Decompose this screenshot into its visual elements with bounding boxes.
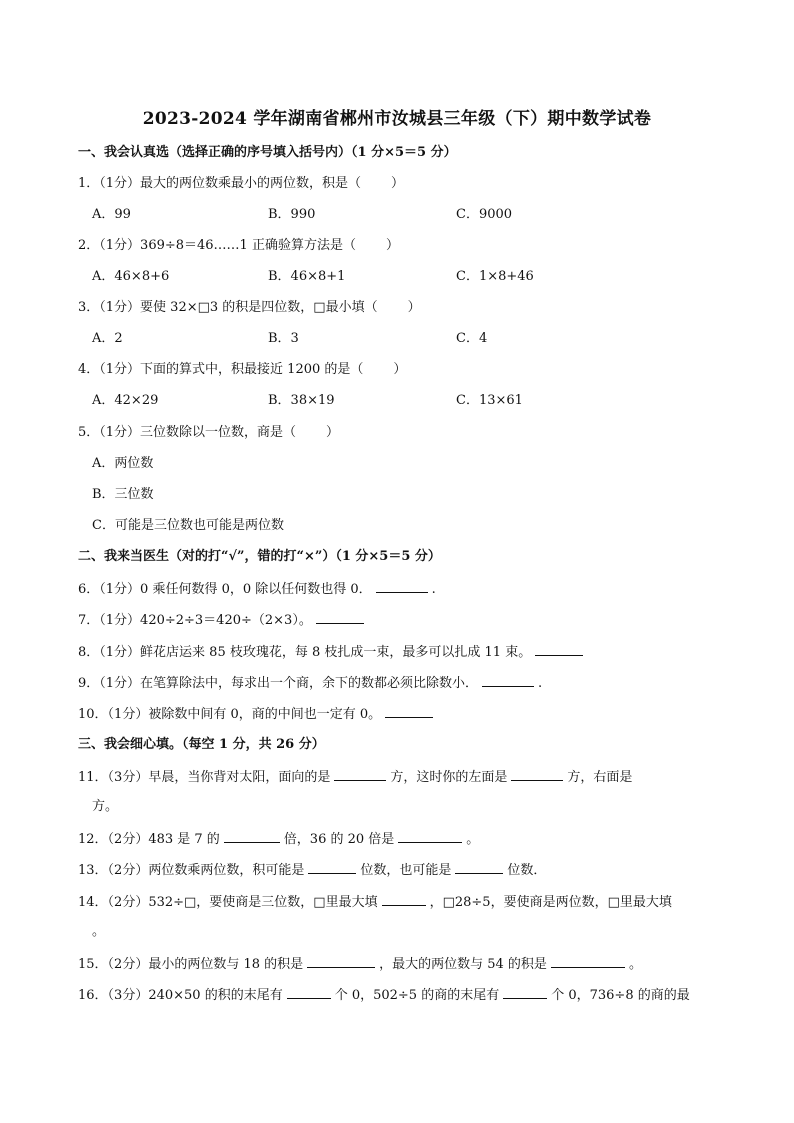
option-c: C．13×61: [456, 393, 523, 408]
answer-blank[interactable]: [382, 892, 426, 906]
question-text: 13．（2分）两位数乘两位数，积可能是: [78, 863, 305, 878]
paren-close: ）: [391, 176, 405, 191]
question-end: .: [431, 582, 436, 597]
question-text: 6．（1分）0 乘任何数得 0，0 除以任何数也得 0．: [78, 582, 372, 597]
question-8: [78, 642, 587, 662]
page-title: 2023-2024 学年湖南省郴州市汝城县三年级（下）期中数学试卷: [142, 109, 652, 129]
section-heading-choice: 一、我会认真选（选择正确的序号填入括号内）（1 分×5＝5 分）: [78, 145, 457, 160]
question-text: 方，右面是: [567, 770, 633, 785]
option-c: C．1×8+46: [456, 269, 534, 284]
question-4: [78, 361, 406, 379]
question-stem: 2．（1分）369÷8＝46……1 正确验算方法是（: [78, 238, 356, 253]
question-text: 方。: [92, 799, 119, 814]
question-3: [78, 299, 421, 317]
answer-blank[interactable]: [455, 860, 503, 874]
paren-close: ）: [385, 238, 399, 253]
option-a: A．46×8+6: [92, 269, 170, 284]
question-11: [78, 767, 632, 787]
paren-close: ）: [393, 362, 407, 377]
question-2: [78, 237, 399, 255]
question-text: 15．（2分）最小的两位数与 18 的积是: [78, 957, 304, 972]
answer-blank[interactable]: [503, 985, 547, 999]
question-14-continued: [92, 923, 105, 941]
answer-blank[interactable]: [482, 673, 534, 687]
question-text: 倍，36 的 20 倍是: [283, 832, 395, 847]
question-text: 。: [628, 957, 642, 972]
question-11-continued: [92, 798, 118, 816]
question-6: [78, 579, 436, 599]
question-12: [78, 829, 479, 849]
question-1: [78, 175, 404, 193]
question-13: [78, 860, 546, 880]
question-stem: 5．（1分）三位数除以一位数，商是（: [78, 425, 297, 440]
question-text: ，□28÷5，要使商是两位数，□里最大填: [429, 895, 672, 910]
question-stem: 1．（1分）最大的两位数乘最小的两位数，积是（: [78, 176, 362, 191]
question-text: 10．（1分）被除数中间有 0，商的中间也一定有 0。: [78, 707, 382, 722]
option-c: C．可能是三位数也可能是两位数: [92, 518, 284, 533]
option-c: C．9000: [456, 207, 513, 222]
option-b: B．38×19: [268, 393, 335, 408]
question-text: 12．（2分）483 是 7 的: [78, 832, 220, 847]
answer-blank[interactable]: [334, 767, 386, 781]
answer-blank[interactable]: [376, 579, 428, 593]
section-heading-true-false: 二、我来当医生（对的打“√”，错的打“×”）（1 分×5＝5 分）: [78, 549, 441, 564]
option-b: B．46×8+1: [268, 269, 346, 284]
option-a: A．42×29: [92, 393, 159, 408]
answer-blank[interactable]: [551, 954, 625, 968]
question-text: 个 0，736÷8 的商的最: [551, 988, 690, 1003]
question-text: 8．（1分）鲜花店运来 85 枝玫瑰花，每 8 枝扎成一束，最多可以扎成 11 束。: [78, 645, 532, 660]
question-text: 个 0，502÷5 的商的末尾有: [334, 988, 500, 1003]
answer-blank[interactable]: [316, 610, 364, 624]
answer-blank[interactable]: [308, 860, 356, 874]
question-text: 9．（1分）在笔算除法中，每求出一个商，余下的数都必须比除数小．: [78, 676, 479, 691]
question-5: [78, 424, 339, 442]
section-heading-fill-in: 三、我会细心填。（每空 1 分，共 26 分）: [78, 737, 325, 752]
answer-blank[interactable]: [511, 767, 563, 781]
answer-blank[interactable]: [307, 954, 375, 968]
option-a: A．两位数: [92, 456, 154, 471]
question-text: 位数，也可能是: [360, 863, 452, 878]
option-a: A．2: [92, 331, 123, 346]
option-a: A．99: [92, 207, 131, 222]
question-text: ，最大的两位数与 54 的积是: [379, 957, 547, 972]
question-14: [78, 892, 672, 912]
question-10: [78, 704, 437, 724]
question-16: [78, 985, 690, 1005]
question-text: 7．（1分）420÷2÷3＝420÷（2×3）。: [78, 613, 312, 628]
answer-blank[interactable]: [385, 704, 433, 718]
option-b: B．3: [268, 331, 299, 346]
answer-blank[interactable]: [535, 642, 583, 656]
answer-blank[interactable]: [224, 829, 280, 843]
option-c: C．4: [456, 331, 488, 346]
question-text: 16．（3分）240×50 的积的末尾有: [78, 988, 283, 1003]
paren-close: ）: [407, 300, 421, 315]
question-text: 14．（2分）532÷□，要使商是三位数，□里最大填: [78, 895, 378, 910]
question-stem: 4．（1分）下面的算式中，积最接近 1200 的是（: [78, 362, 364, 377]
question-stem: 3．（1分）要使 32×□3 的积是四位数，□最小填（: [78, 300, 378, 315]
answer-blank[interactable]: [287, 985, 331, 999]
question-end: .: [538, 676, 543, 691]
option-b: B．三位数: [92, 487, 154, 502]
question-15: [78, 954, 642, 974]
question-7: [78, 610, 368, 630]
answer-blank[interactable]: [398, 829, 462, 843]
question-text: 11．（3分）早晨，当你背对太阳，面向的是: [78, 770, 331, 785]
question-9: [78, 673, 542, 693]
option-b: B．990: [268, 207, 316, 222]
question-text: 位数．: [507, 863, 547, 878]
question-text: 。: [92, 924, 106, 939]
question-text: 。: [466, 832, 480, 847]
paren-close: ）: [326, 425, 340, 440]
question-text: 方，这时你的左面是: [390, 770, 508, 785]
